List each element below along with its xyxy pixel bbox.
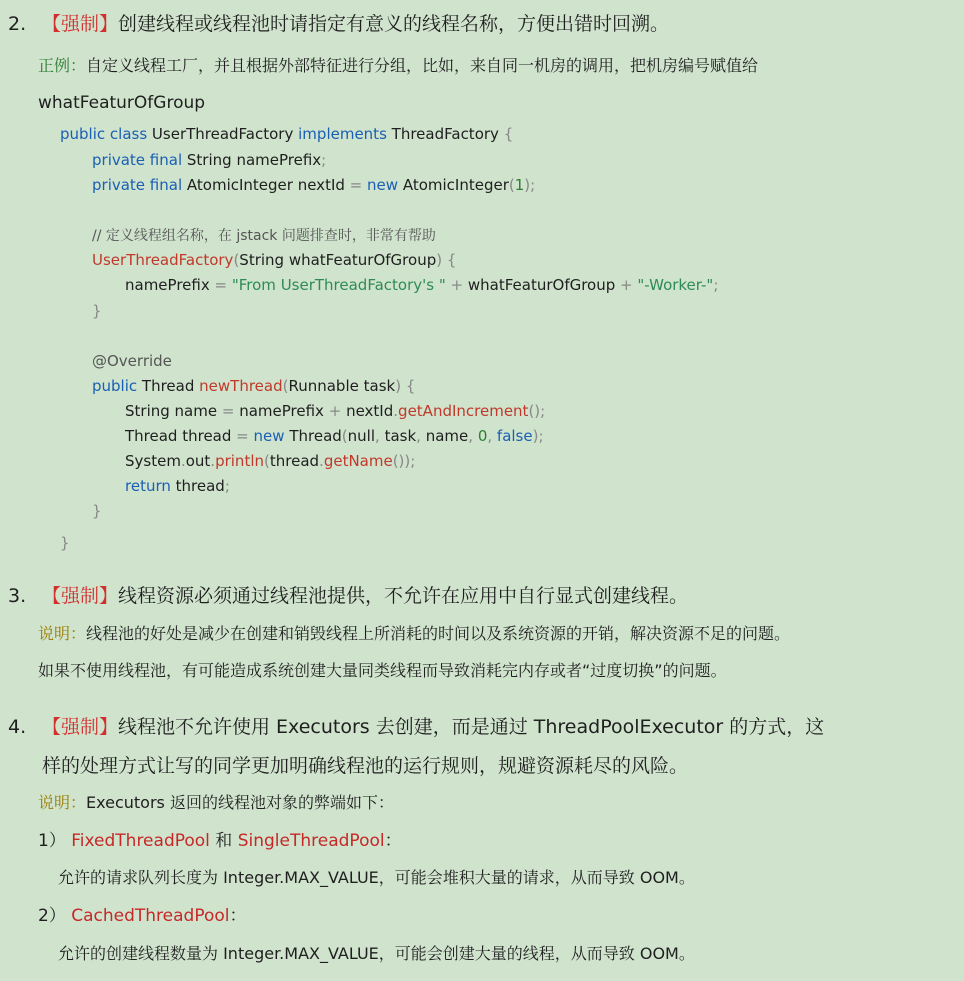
code-string: "-Worker-" — [637, 276, 714, 294]
code-line-field-prefix — [92, 150, 326, 170]
code-dot: . — [319, 452, 324, 470]
note-text: 线程池的好处是减少在创建和销毁线程上所消耗的时间以及系统资源的开销，解决资源不足的问题。 — [86, 624, 791, 643]
rule-4-heading-line2: 样的处理方式让写的同学更加明确线程池的运行规则，规避资源耗尽的风险。 — [42, 755, 689, 777]
cached-thread-pool: CachedThreadPool — [71, 906, 230, 926]
code-string: "From UserThreadFactory's " — [231, 276, 446, 294]
example-label: 正例 — [38, 56, 71, 75]
code-op: = — [221, 402, 235, 420]
code-call: getAndIncrement — [398, 402, 529, 420]
code-type: AtomicInteger — [402, 176, 509, 194]
rule-4-text: 线程池不允许使用 Executors 去创建，而是通过 ThreadPoolExecutor 的方式，这 — [118, 716, 825, 738]
code-line-method-close — [92, 501, 102, 521]
rule-4-note — [38, 792, 394, 814]
rule-2-tag: 【强制】 — [42, 13, 119, 35]
code-line-annotation — [92, 351, 172, 371]
code-line-field-nextid — [92, 175, 535, 195]
list-item-2 — [38, 905, 247, 927]
code-comma: , — [416, 427, 421, 445]
code-comment — [92, 226, 436, 246]
code-dot: . — [210, 452, 216, 470]
rule-3-number: 3. — [8, 585, 27, 607]
note-colon: ： — [70, 793, 87, 812]
note-colon: ： — [70, 624, 87, 643]
code-call: println — [215, 452, 264, 470]
list-item-1-colon: ： — [384, 831, 402, 851]
code-op: + — [620, 276, 633, 294]
rule-4-heading-line1 — [8, 715, 824, 739]
note-label: 说明 — [38, 793, 71, 812]
code-keyword: return — [125, 477, 171, 495]
code-arg: null — [347, 427, 375, 445]
code-semicolon: ; — [321, 151, 327, 169]
list-item-2-colon: ： — [229, 906, 247, 926]
code-keyword: new — [253, 427, 285, 445]
code-number: 0 — [477, 427, 488, 445]
fixed-thread-pool: FixedThreadPool — [71, 831, 210, 851]
list-item-2-description: 允许的创建线程数量为 Integer.MAX_VALUE，可能会创建大量的线程，从而导致 OOM。 — [58, 944, 695, 963]
code-op: + — [328, 402, 342, 420]
code-field: String namePrefix — [186, 151, 322, 169]
code-brace: } — [92, 302, 102, 320]
code-paren: ) { — [436, 251, 457, 269]
code-params: String whatFeaturOfGroup — [239, 251, 437, 269]
code-type: Thread — [289, 427, 342, 445]
code-paren: ()); — [392, 452, 416, 470]
code-type: Thread — [141, 377, 195, 395]
code-op: + — [450, 276, 464, 294]
code-keyword: private final — [92, 176, 183, 194]
rule-3-heading — [8, 584, 688, 608]
rule-3-tag: 【强制】 — [42, 585, 119, 607]
code-comment-text: // 定义线程组名称，在 jstack 问题排查时，非常有帮助 — [92, 228, 436, 244]
code-semicolon: ; — [224, 477, 230, 495]
code-line-method — [92, 376, 415, 396]
list-item-1-number: 1） — [38, 831, 66, 851]
rule-2-heading — [8, 12, 669, 36]
code-brace: } — [92, 502, 102, 520]
rule-3-note — [38, 623, 790, 645]
code-paren: ( — [282, 377, 289, 395]
code-arg: name — [425, 427, 469, 445]
code-call: getName — [323, 452, 393, 470]
code-paren: ); — [532, 427, 544, 445]
list-item-1-and: 和 — [209, 831, 238, 851]
code-comma: , — [468, 427, 474, 445]
code-var: whatFeaturOfGroup — [467, 276, 616, 294]
code-obj: System — [125, 452, 181, 470]
code-paren: ( — [341, 427, 348, 445]
rule-4-number: 4. — [8, 716, 27, 738]
code-field: out — [185, 452, 211, 470]
code-line-close — [92, 301, 102, 321]
code-decl: String name — [125, 402, 218, 420]
list-item-1 — [38, 830, 402, 852]
code-semicolon: ; — [713, 276, 719, 294]
code-var: namePrefix — [125, 276, 210, 294]
code-field: AtomicInteger nextId — [186, 176, 345, 194]
code-line-ctor — [92, 250, 456, 270]
code-line-thread — [125, 426, 544, 446]
code-paren: ); — [524, 176, 536, 194]
single-thread-pool: SingleThreadPool — [237, 831, 385, 851]
code-dot: . — [180, 452, 186, 470]
code-dot: . — [393, 402, 399, 420]
example-colon: ： — [70, 56, 87, 75]
code-var: nextId — [346, 402, 394, 420]
code-annotation: @Override — [92, 352, 172, 370]
code-brace: } — [60, 534, 70, 552]
code-keyword: public — [92, 377, 138, 395]
code-line-class-decl — [60, 124, 513, 144]
code-brace: { — [503, 125, 514, 143]
list-item-2-number: 2） — [38, 906, 66, 926]
code-line-println — [125, 451, 415, 471]
rule-3-note-continued: 如果不使用线程池，有可能造成系统创建大量同类线程而导致消耗完内存或者“过度切换”的问题。 — [38, 661, 727, 680]
code-paren: ( — [264, 452, 270, 470]
code-keyword: implements — [298, 125, 387, 143]
rule-2-example — [38, 55, 758, 77]
code-op: = — [236, 427, 249, 445]
example-text: 自定义线程工厂，并且根据外部特征进行分组，比如，来自同一机房的调用，把机房编号赋值给 — [86, 56, 759, 75]
code-ctor-name: UserThreadFactory — [92, 251, 234, 269]
code-var: thread — [175, 477, 225, 495]
code-arg: task — [384, 427, 417, 445]
rule-2-text: 创建线程或线程池时请指定有意义的线程名称，方便出错时回溯。 — [118, 13, 670, 35]
code-line-return — [125, 476, 230, 496]
code-keyword: public class — [60, 125, 148, 143]
example-text-continued: whatFeaturOfGroup — [38, 93, 206, 113]
code-var: namePrefix — [239, 402, 324, 420]
code-keyword: private final — [92, 151, 183, 169]
code-line-class-close — [60, 533, 70, 553]
code-paren: ) { — [395, 377, 416, 395]
code-op: = — [214, 276, 228, 294]
code-paren: (); — [528, 402, 546, 420]
code-line-assign — [125, 275, 718, 295]
code-line-name — [125, 401, 545, 421]
rule-4-tag: 【强制】 — [42, 716, 119, 738]
code-decl: Thread thread — [125, 427, 232, 445]
code-arg: thread — [269, 452, 320, 470]
rule-2-number: 2. — [8, 13, 27, 35]
code-keyword: new — [367, 176, 399, 194]
code-comma: , — [375, 427, 380, 445]
note-text: Executors 返回的线程池对象的弊端如下： — [86, 793, 394, 812]
code-interface: ThreadFactory — [391, 125, 499, 143]
rule-3-text: 线程资源必须通过线程池提供，不允许在应用中自行显式创建线程。 — [118, 585, 689, 607]
code-method-name: newThread — [199, 377, 283, 395]
code-paren: ( — [233, 251, 240, 269]
code-keyword: false — [496, 427, 533, 445]
code-number: 1 — [514, 176, 525, 194]
code-op: = — [349, 176, 363, 194]
code-paren: ( — [508, 176, 515, 194]
note-label: 说明 — [38, 624, 71, 643]
list-item-1-description: 允许的请求队列长度为 Integer.MAX_VALUE，可能会堆积大量的请求，从而导致 OOM。 — [58, 868, 695, 887]
code-comma: , — [487, 427, 493, 445]
code-params: Runnable task — [288, 377, 396, 395]
code-class-name: UserThreadFactory — [151, 125, 294, 143]
